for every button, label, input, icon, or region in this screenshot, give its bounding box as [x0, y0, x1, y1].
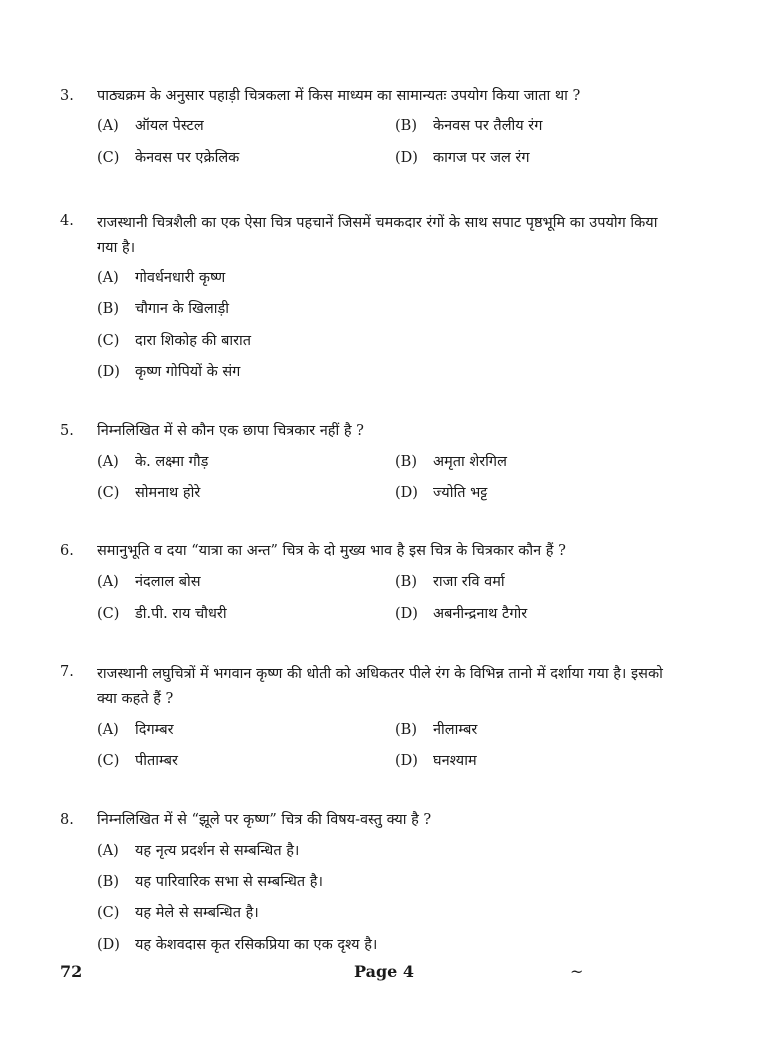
option-c: (C) यह मेले से सम्बन्धित है।	[97, 905, 259, 921]
option-b: (B) राजा रवि वर्मा	[395, 574, 505, 590]
option-d: (D) अबनीन्द्रनाथ टैगोर	[395, 606, 528, 622]
question-text: समानुभूति व दया “यात्रा का अन्त” चित्र के दो मुख्य भाव है इस चित्र के चित्रकार कौन हैं ?	[97, 543, 566, 559]
question-number: 6.	[60, 543, 74, 559]
question-number: 4.	[60, 213, 74, 229]
option-d: (D) कागज पर जल रंग	[395, 150, 530, 166]
option-b: (B) नीलाम्बर	[395, 722, 478, 738]
option-b: (B) चौगान के खिलाड़ी	[97, 301, 229, 317]
question-6	[60, 541, 680, 561]
question-5	[60, 421, 680, 441]
option-c: (C) दारा शिकोह की बारात	[97, 333, 252, 349]
option-a: (A) ऑयल पेस्टल	[97, 118, 204, 134]
question-text: निम्नलिखित में से “झूले पर कृष्ण” चित्र की विषय-वस्तु क्या है ?	[97, 812, 432, 828]
question-text: राजस्थानी लघुचित्रों में भगवान कृष्ण की धोती को अधिकतर पीले रंग के विभिन्न तानो में दर्शाया गया है। इसको क्या कहते हैं ?	[97, 666, 663, 707]
option-d: (D) कृष्ण गोपियों के संग	[97, 364, 241, 380]
question-3	[60, 86, 680, 106]
question-4	[60, 211, 680, 261]
option-a: (A) गोवर्धनधारी कृष्ण	[97, 270, 226, 286]
option-a: (A) दिगम्बर	[97, 722, 174, 738]
question-number: 8.	[60, 812, 74, 828]
question-7	[60, 662, 680, 712]
question-8	[60, 810, 680, 830]
question-number: 7.	[60, 664, 74, 680]
option-d: (D) ज्योति भट्ट	[395, 485, 488, 501]
paper-code: 72	[60, 962, 83, 981]
option-d: (D) यह केशवदास कृत रसिकप्रिया का एक दृश्य है।	[97, 937, 378, 953]
option-a: (A) के. लक्ष्मा गौड़	[97, 454, 209, 470]
option-b: (B) केनवस पर तैलीय रंग	[395, 118, 543, 134]
footer-mark: ~	[570, 962, 584, 981]
option-b: (B) अमृता शेरगिल	[395, 454, 507, 470]
question-text: राजस्थानी चित्रशैली का एक ऐसा चित्र पहचानें जिसमें चमकदार रंगों के साथ सपाट पृष्ठभूमि का उपयोग किया गया है।	[97, 215, 658, 256]
option-c: (C) डी.पी. राय चौधरी	[97, 606, 227, 622]
question-text: पाठ्यक्रम के अनुसार पहाड़ी चित्रकला में किस माध्यम का सामान्यतः उपयोग किया जाता था ?	[97, 88, 581, 104]
option-a: (A) यह नृत्य प्रदर्शन से सम्बन्धित है।	[97, 843, 300, 859]
question-text: निम्नलिखित में से कौन एक छापा चित्रकार नहीं है ?	[97, 423, 364, 439]
option-a: (A) नंदलाल बोस	[97, 574, 201, 590]
question-number: 5.	[60, 423, 74, 439]
option-c: (C) पीताम्बर	[97, 753, 178, 769]
page-number: Page 4	[354, 962, 415, 981]
option-b: (B) यह पारिवारिक सभा से सम्बन्धित है।	[97, 874, 323, 890]
option-d: (D) घनश्याम	[395, 753, 477, 769]
option-c: (C) सोमनाथ होरे	[97, 485, 201, 501]
option-c: (C) केनवस पर एक्रेलिक	[97, 150, 240, 166]
question-number: 3.	[60, 88, 74, 104]
